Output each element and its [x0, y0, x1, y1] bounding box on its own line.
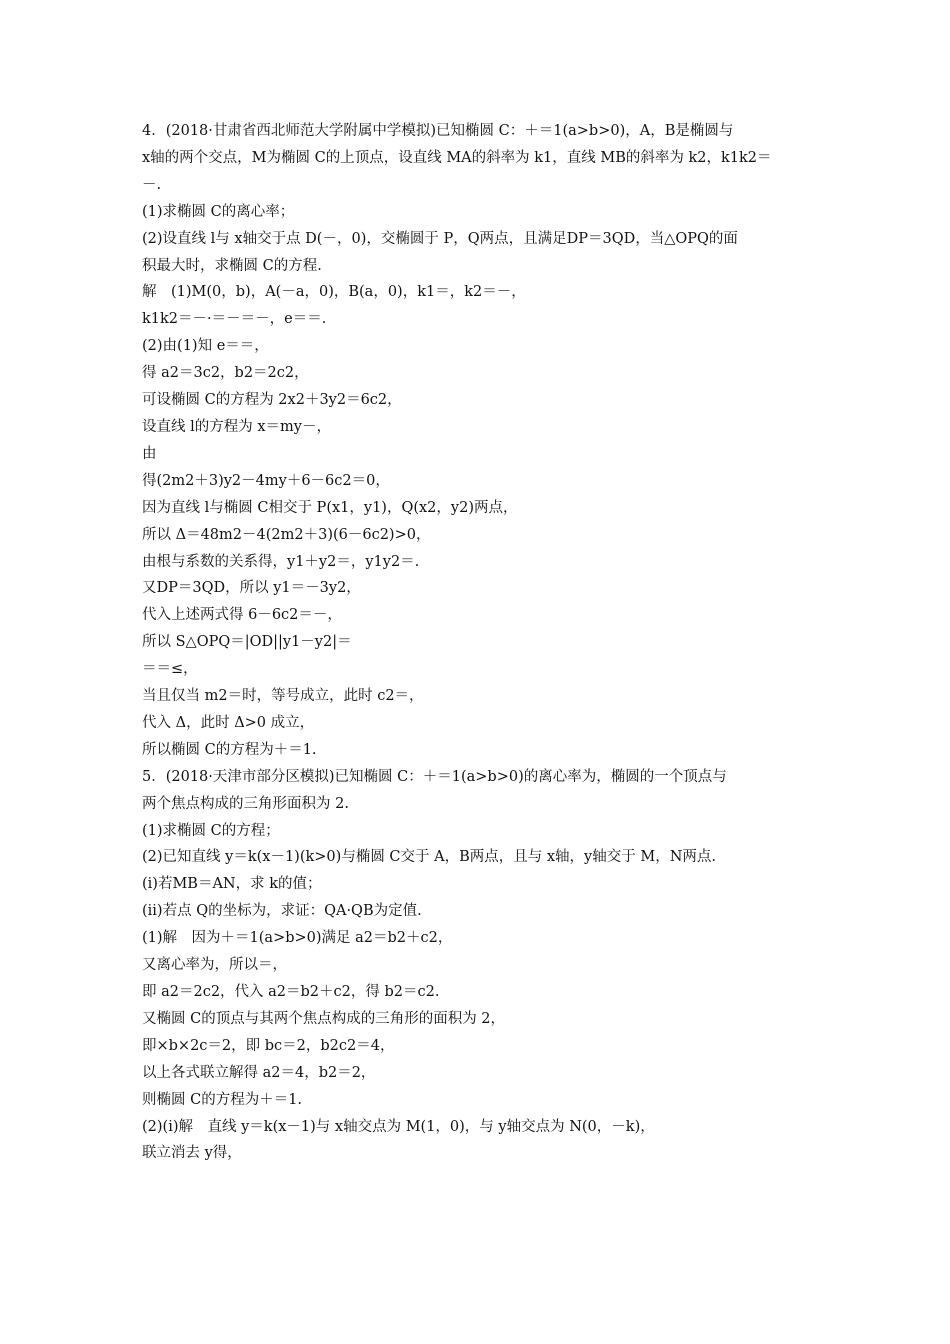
text-line: 即×b×2c＝2，即 bc＝2，b2c2＝4， — [142, 1037, 395, 1054]
text-line: 又椭圆 C的顶点与其两个焦点构成的三角形的面积为 2， — [142, 1010, 506, 1027]
text-line: 联立消去 y得， — [142, 1145, 242, 1162]
text-line: －. — [142, 176, 162, 193]
text-line: 所以 S△OPQ＝|OD||y1－y2|＝ — [142, 634, 352, 651]
text-line: 又DP＝3QD，所以 y1＝－3y2， — [142, 580, 361, 597]
text-line: (2)设直线 l与 x轴交于点 D(－，0)，交椭圆于 P，Q两点，且满足DP＝3QD，当△OPQ的面 — [142, 230, 738, 247]
text-line: 所以椭圆 C的方程为＋＝1. — [142, 741, 317, 758]
text-line: 设直线 l的方程为 x＝my－， — [142, 418, 331, 435]
text-line: x轴的两个交点，M为椭圆 C的上顶点，设直线 MA的斜率为 k1，直线 MB的斜率为 k2，k1k2＝ — [142, 149, 772, 166]
text-line: 由 — [142, 445, 157, 462]
text-line: 4．(2018·甘肃省西北师范大学附属中学模拟)已知椭圆 C：＋＝1(a>b>0)，A，B是椭圆与 — [142, 123, 734, 139]
text-line: (2)(ⅰ)解 直线 y＝k(x－1)与 x轴交点为 M(1，0)，与 y轴交点为 N(0，－k)， — [142, 1118, 655, 1135]
text-line: 所以 Δ＝48m2－4(2m2＋3)(6－6c2)>0， — [142, 526, 431, 543]
text-line: (2)由(1)知 e＝＝， — [142, 338, 269, 355]
text-line: (1)解 因为＋＝1(a>b>0)满足 a2＝b2＋c2， — [142, 930, 453, 947]
text-line: 5．(2018·天津市部分区模拟)已知椭圆 C：＋＝1(a>b>0)的离心率为，椭圆的一个顶点与 — [142, 768, 727, 785]
text-line: 由根与系数的关系得，y1＋y2＝，y1y2＝. — [142, 553, 420, 570]
text-line: 代入上述两式得 6－6c2＝－， — [142, 607, 342, 624]
document-body — [142, 118, 822, 1167]
text-line: 即 a2＝2c2，代入 a2＝b2＋c2，得 b2＝c2. — [142, 984, 440, 1000]
text-line: 代入 Δ，此时 Δ>0 成立， — [142, 714, 315, 731]
text-line: 得 a2＝3c2，b2＝2c2， — [142, 365, 309, 382]
text-line: 可设椭圆 C的方程为 2x2＋3y2＝6c2， — [142, 392, 402, 409]
text-line: 得(2m2＋3)y2－4my＋6－6c2＝0， — [142, 472, 390, 489]
text-line: 解 (1)M(0，b)，A(－a，0)，B(a，0)，k1＝，k2＝－， — [142, 284, 526, 301]
text-line: k1k2＝－·＝－＝－，e＝＝. — [142, 311, 327, 328]
text-line: ＝＝≤， — [142, 661, 198, 678]
text-line: 则椭圆 C的方程为＋＝1. — [142, 1091, 303, 1108]
text-line: 当且仅当 m2＝时，等号成立，此时 c2＝， — [142, 688, 424, 705]
text-line: 又离心率为，所以＝， — [142, 957, 287, 974]
text-line: (ⅱ)若点 Q的坐标为，求证：QA·QB为定值. — [142, 903, 422, 920]
text-line: 因为直线 l与椭圆 C相交于 P(x1，y1)，Q(x2，y2)两点， — [142, 499, 518, 516]
text-line: (ⅰ)若MB＝AN，求 k的值； — [142, 876, 322, 893]
text-line: 以上各式联立解得 a2＝4，b2＝2， — [142, 1064, 376, 1081]
text-line: (2)已知直线 y＝k(x－1)(k>0)与椭圆 C交于 A，B两点，且与 x轴，y轴交于 M，N两点. — [142, 849, 716, 866]
text-line: (1)求椭圆 C的离心率； — [142, 203, 295, 220]
text-line: (1)求椭圆 C的方程； — [142, 822, 280, 839]
text-line: 两个焦点构成的三角形面积为 2. — [142, 795, 349, 812]
text-line: 积最大时，求椭圆 C的方程. — [142, 257, 322, 274]
